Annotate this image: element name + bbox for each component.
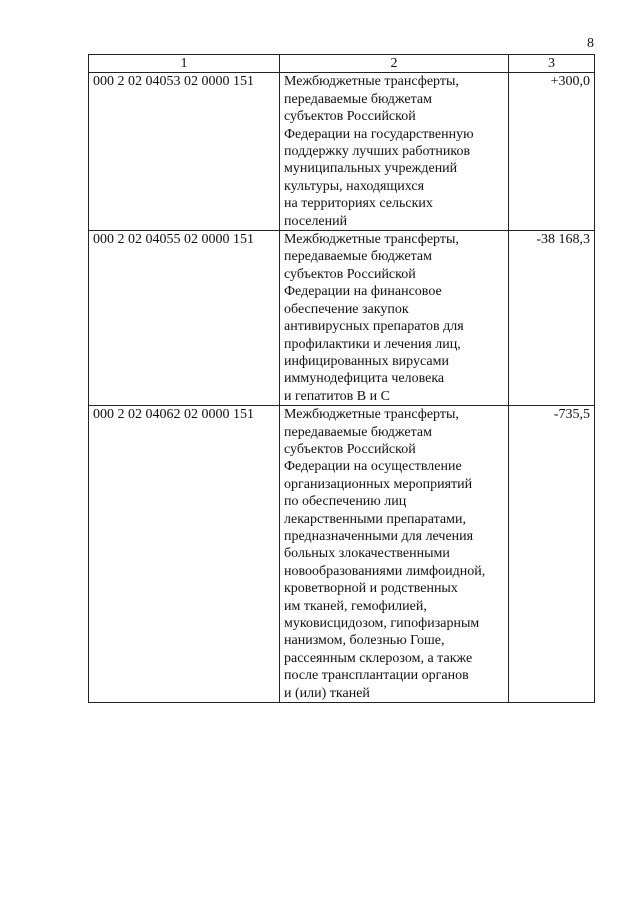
- column-header-1: 1: [89, 55, 280, 73]
- description-line: нанизмом, болезнью Гоше,: [284, 633, 445, 649]
- description-line: обеспечение закупок: [284, 301, 409, 317]
- description-line: и (или) тканей: [284, 685, 370, 701]
- description-cell: [280, 406, 509, 703]
- description-line: организационных мероприятий: [284, 476, 473, 492]
- description-line: лекарственными препаратами,: [284, 511, 466, 527]
- description-line: поселений: [284, 213, 348, 229]
- classification-code: 000 2 02 04053 02 0000 151: [89, 73, 280, 231]
- description-line: новообразованиями лимфоидной,: [284, 563, 486, 579]
- description-line: по обеспечению лиц: [284, 494, 407, 510]
- header-row: [89, 55, 595, 73]
- description-line: субъектов Российской: [284, 266, 416, 282]
- budget-table: [88, 54, 595, 703]
- classification-code: 000 2 02 04062 02 0000 151: [89, 406, 280, 703]
- description-line: Федерации на осуществление: [284, 459, 462, 475]
- description-cell: [280, 73, 509, 231]
- description-line: субъектов Российской: [284, 441, 416, 457]
- description-line: больных злокачественными: [284, 546, 450, 562]
- amount-cell: -38 168,3: [509, 231, 595, 406]
- column-header-2: 2: [280, 55, 509, 73]
- description-line: передаваемые бюджетам: [284, 91, 432, 107]
- description-line: после трансплантации органов: [284, 668, 469, 684]
- description-line: муковисцидозом, гипофизарным: [284, 616, 480, 631]
- description-line: Федерации на государственную: [284, 126, 474, 142]
- amount-cell: +300,0: [509, 73, 595, 231]
- description-line: им тканей, гемофилией,: [284, 598, 427, 614]
- description-line: кроветворной и родственных: [284, 581, 458, 597]
- table-row: [89, 406, 595, 703]
- description-line: муниципальных учреждений: [284, 161, 458, 177]
- description-line: передаваемые бюджетам: [284, 249, 432, 265]
- description-line: Межбюджетные трансферты,: [284, 74, 459, 90]
- description-line: поддержку лучших работников: [284, 144, 471, 160]
- description-line: инфицированных вирусами: [284, 353, 449, 369]
- description-line: на территориях сельских: [284, 196, 433, 212]
- description-line: и гепатитов В и С: [284, 388, 390, 404]
- description-line: предназначенными для лечения: [284, 528, 474, 544]
- description-line: Межбюджетные трансферты,: [284, 232, 459, 248]
- description-line: передаваемые бюджетам: [284, 424, 432, 440]
- amount-cell: -735,5: [509, 406, 595, 703]
- page-number: 8: [587, 36, 594, 51]
- description-line: Межбюджетные трансферты,: [284, 407, 459, 423]
- description-cell: [280, 231, 509, 406]
- column-header-3: 3: [509, 55, 595, 73]
- classification-code: 000 2 02 04055 02 0000 151: [89, 231, 280, 406]
- table-row: [89, 231, 595, 406]
- description-line: профилактики и лечения лиц,: [284, 336, 461, 352]
- description-line: Федерации на финансовое: [284, 284, 442, 300]
- description-line: иммунодефицита человека: [284, 371, 445, 387]
- description-line: субъектов Российской: [284, 109, 416, 125]
- table-row: [89, 73, 595, 231]
- description-line: антивирусных препаратов для: [284, 319, 464, 335]
- description-line: рассеянным склерозом, а также: [284, 650, 473, 666]
- description-line: культуры, находящихся: [284, 178, 425, 194]
